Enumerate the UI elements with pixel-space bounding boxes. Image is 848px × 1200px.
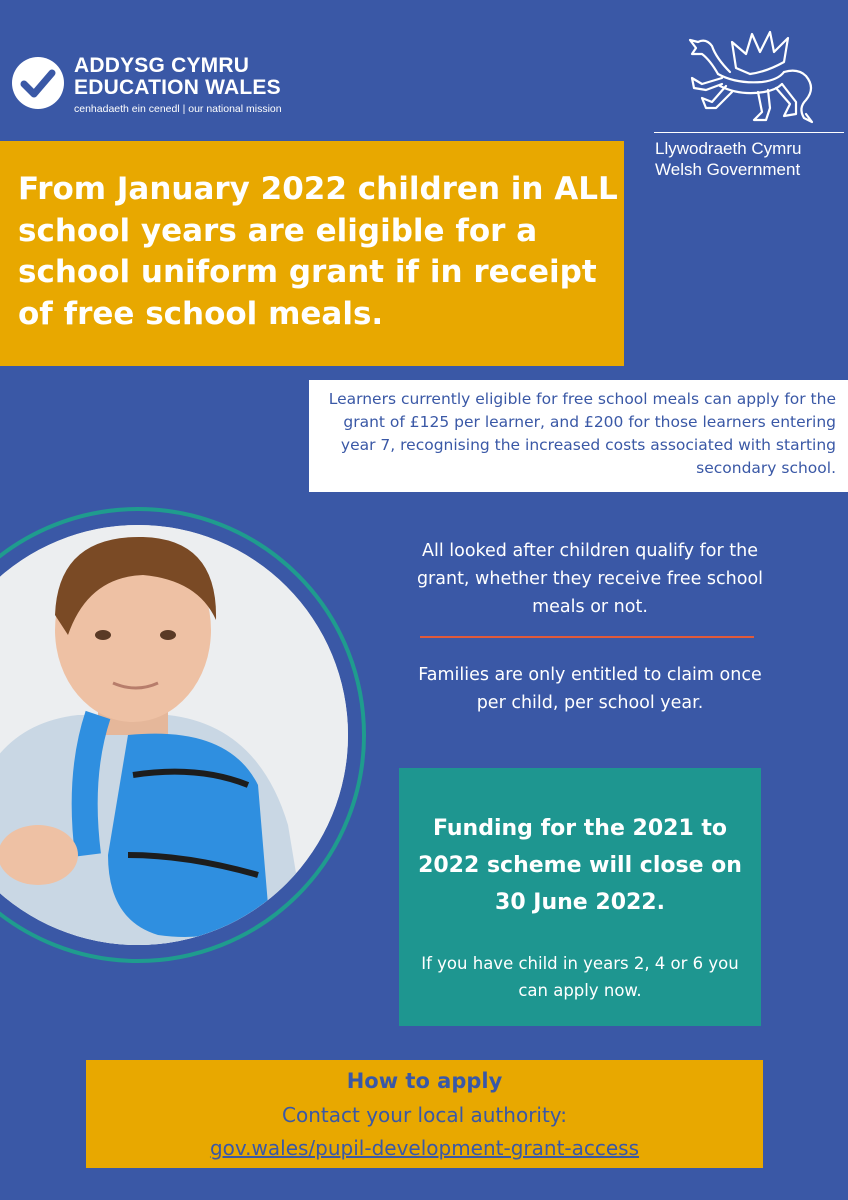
how-to-apply-box (86, 1060, 763, 1168)
logo-tagline: cenhadaeth ein cenedl | our national mission (74, 103, 282, 115)
grant-access-link[interactable]: gov.wales/pupil-development-grant-access (209, 1136, 640, 1160)
welsh-dragon-icon (666, 28, 826, 126)
logo-welsh-name: ADDYSG CYMRU (74, 54, 250, 77)
info-box (309, 380, 848, 492)
logo-welsh-government-welsh: Llywodraeth Cymru (655, 139, 802, 158)
welsh-government-logo (650, 28, 840, 188)
headline: From January 2022 children in ALL school years are eligible for a school uniform grant if in receipt of free school meals. (18, 171, 618, 332)
funding-deadline-box (399, 768, 761, 1026)
education-wales-logo (10, 55, 300, 115)
contact-local-authority-text: Contact your local authority: (282, 1103, 567, 1127)
how-to-apply-heading: How to apply (346, 1069, 503, 1093)
looked-after-children-text: All looked after children qualify for the grant, whether they receive free school meals or not. (416, 541, 764, 617)
apply-now-text: If you have child in years 2, 4 or 6 you can apply now. (421, 954, 739, 1000)
logo-welsh-government-english: Welsh Government (655, 160, 801, 179)
section-divider (420, 636, 754, 638)
funding-deadline-text: Funding for the 2021 to 2022 scheme will close on 30 June 2022. (418, 816, 742, 915)
boy-with-backpack-photo (0, 525, 348, 945)
headline-banner (0, 141, 624, 366)
logo-english-name: EDUCATION WALES (74, 76, 281, 99)
photo-ring (0, 507, 366, 963)
logo-divider (654, 132, 844, 133)
grant-amount-info: Learners currently eligible for free school meals can apply for the grant of £125 per learner, and £200 for those learners entering year 7, recognising the increased costs associated with starting secondary school. (328, 390, 836, 477)
checkmark-circle-icon (10, 55, 66, 111)
claim-limit-text: Families are only entitled to claim once per child, per school year. (418, 665, 762, 713)
